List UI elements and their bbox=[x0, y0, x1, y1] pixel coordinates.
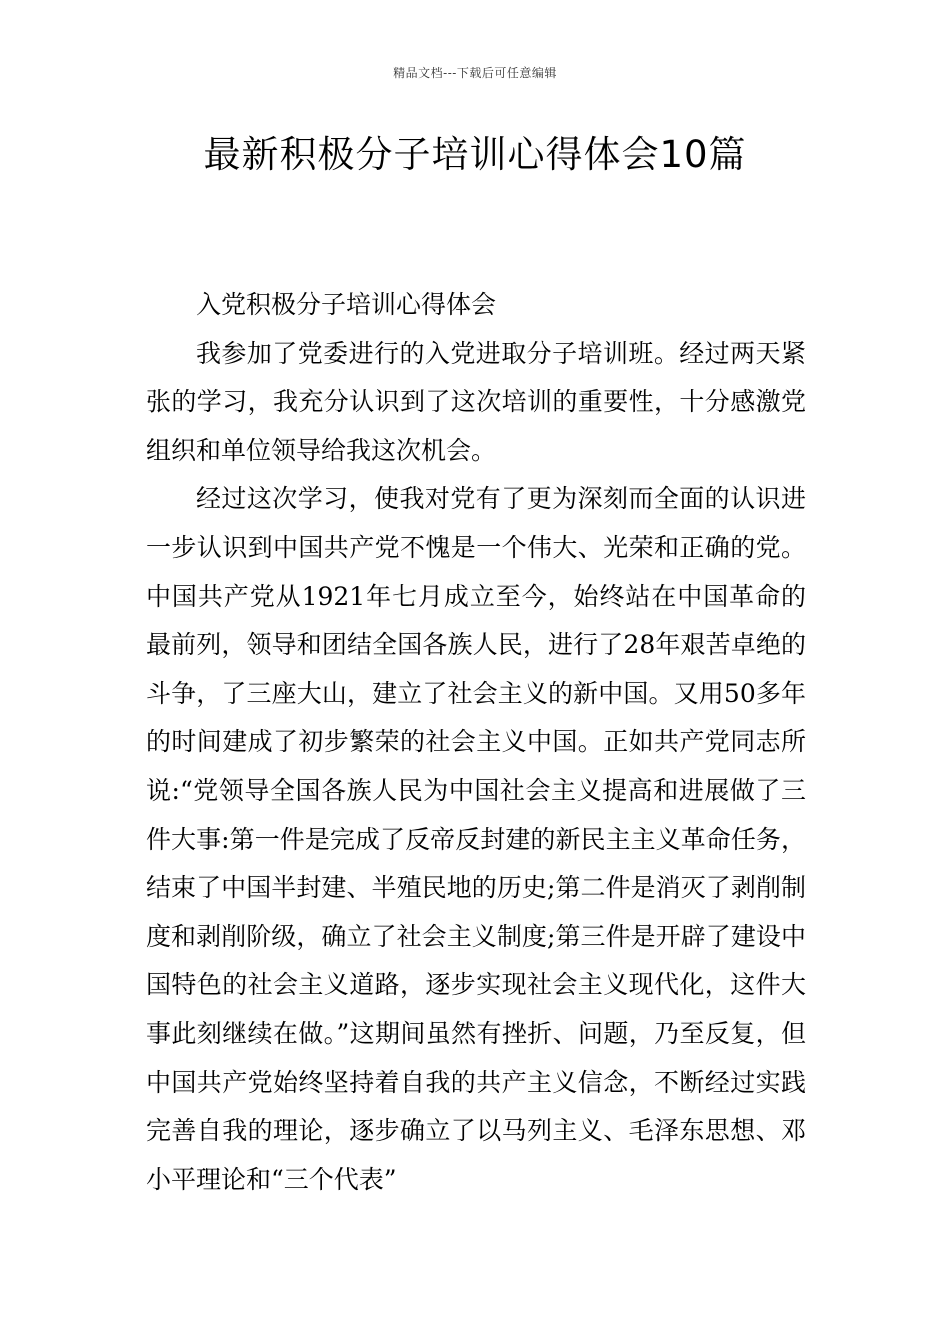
body-paragraph: 我参加了党委进行的入党进取分子培训班。经过两天紧张的学习，我充分认识到了这次培训的重要性，十分感激党组织和单位领导给我这次机会。 bbox=[146, 338, 806, 465]
header-note: 精品文档---下载后可任意编辑 bbox=[393, 66, 557, 80]
body-paragraph: 经过这次学习，使我对党有了更为深刻而全面的认识进一步认识到中国共产党不愧是一个伟大、光荣和正确的党。中国共产党从1921年七月成立至今，始终站在中国革命的最前列，领导和团结全国各族人民，进行了28年艰苦卓绝的斗争，了三座大山，建立了社会主义的新中国。又用50多年的时间建成了初步繁荣的社会主义中国。正如共产党同志所说:“党领导全国各族人民为中国社会主义提高和进展做了三件大事:第一件是完成了反帝反封建的新民主主义革命任务，结束了中国半封建、半殖民地的历史;第二件是消灭了剥削制度和剥削阶级，确立了社会主义制度;第三件是开辟了建设中国特色的社会主义道路，逐步实现社会主义现代化，这件大事此刻继续在做。”这期间虽然有挫折、问题，乃至反复，但中国共产党始终坚持着自我的共产主义信念，不断经过实践完善自我的理论，逐步确立了以马列主义、毛泽东思想、邓小平理论和“三个代表” bbox=[146, 484, 806, 1194]
section-heading: 入党积极分子培训心得体会 bbox=[196, 290, 497, 319]
document-title: 最新积极分子培训心得体会10篇 bbox=[203, 133, 747, 176]
document-body bbox=[146, 281, 806, 1204]
